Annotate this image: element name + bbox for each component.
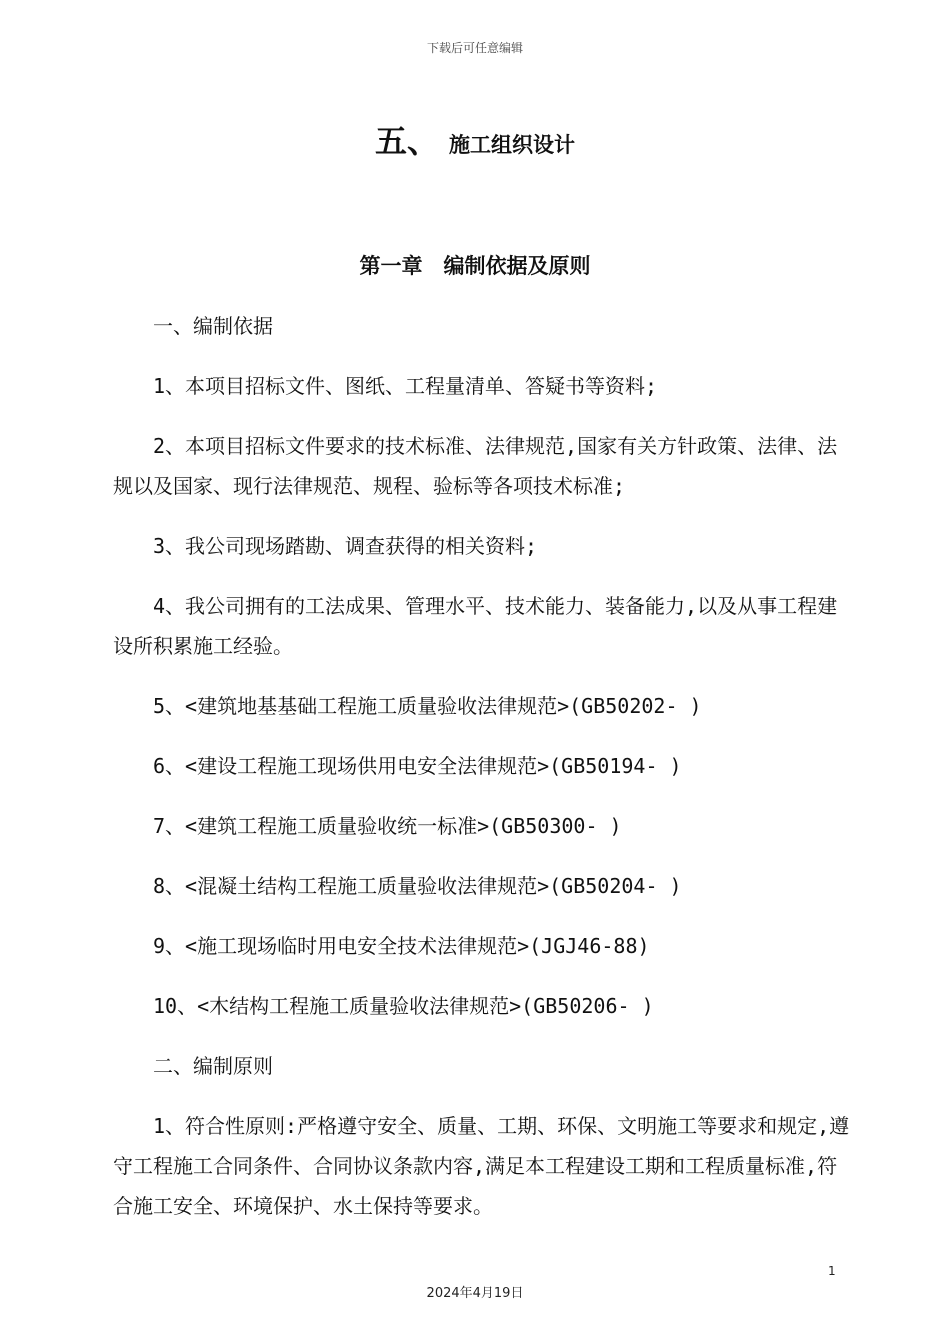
chapter-title: 第一章 编制依据及原则 [359,254,591,278]
paragraph: 1、本项目招标文件、图纸、工程量清单、答疑书等资料; [153,374,658,398]
header-note: 下载后可任意编辑 [426,41,523,55]
paragraph: 3、我公司现场踏勘、调查获得的相关资料; [153,534,538,558]
paragraph: 2、本项目招标文件要求的技术标准、法律规范,国家有关方针政策、法律、法规以及国家、现行法律规范、规程、验标等各项技术标准; [113,434,838,498]
footer-date: 2024年4月19日 [426,1286,524,1301]
page-number: 1 [828,1264,836,1278]
paragraph: 9、<施工现场临时用电安全技术法律规范>(JGJ46-88) [153,934,650,958]
paragraph: 7、<建筑工程施工质量验收统一标准>(GB50300- ) [153,814,622,838]
document-body [113,306,853,1246]
section-heading-principles: 二、编制原则 [153,1054,273,1078]
section-heading-basis: 一、编制依据 [153,314,273,338]
paragraph: 6、<建设工程施工现场供用电安全法律规范>(GB50194- ) [153,754,682,778]
title-number: 五、 [374,122,439,160]
paragraph: 1、符合性原则:严格遵守安全、质量、工期、环保、文明施工等要求和规定,遵守工程施工合同条件、合同协议条款内容,满足本工程建设工期和工程质量标准,符合施工安全、环境保护、水土保持等要求。 [113,1114,850,1218]
document-title [0,116,950,162]
paragraph: 10、<木结构工程施工质量验收法律规范>(GB50206- ) [153,994,654,1018]
paragraph: 4、我公司拥有的工法成果、管理水平、技术能力、装备能力,以及从事工程建设所积累施工经验。 [113,594,838,658]
title-text: 施工组织设计 [449,133,575,157]
paragraph: 8、<混凝土结构工程施工质量验收法律规范>(GB50204- ) [153,874,682,898]
paragraph: 5、<建筑地基基础工程施工质量验收法律规范>(GB50202- ) [153,694,702,718]
